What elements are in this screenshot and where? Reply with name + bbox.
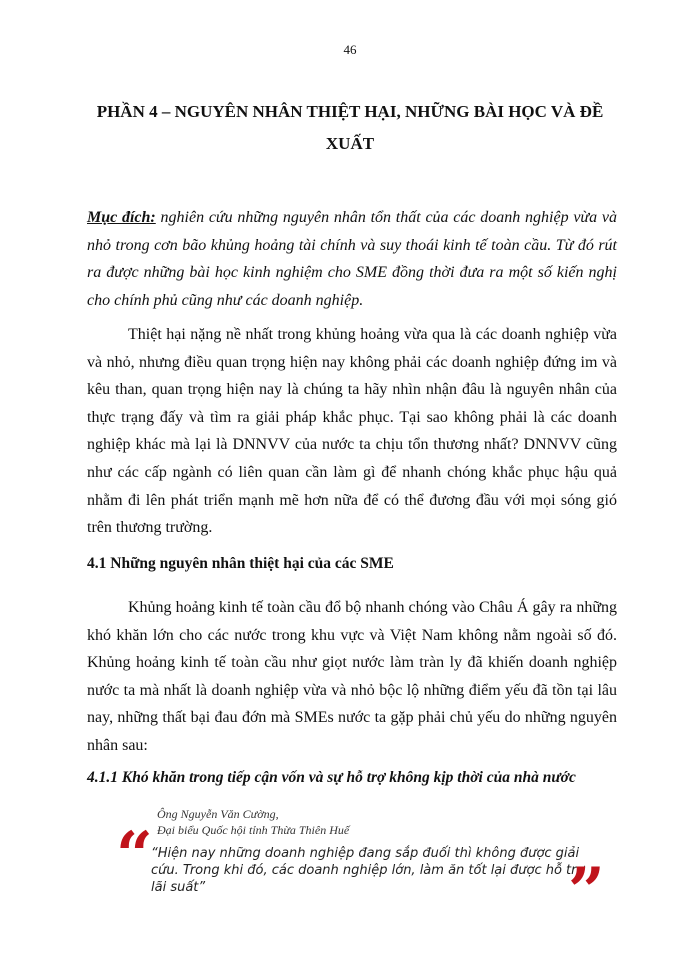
body-paragraph-2: Khủng hoảng kinh tế toàn cầu đổ bộ nhanh chóng vào Châu Á gây ra những khó khăn lớn cho các nước trong khu vực và Việt Nam không nằm ngoài số đó. Khủng hoảng kinh tế toàn cầu như giọt nước làm tràn ly đã khiến doanh nghiệp nước ta mà nhất là doanh nghiệp vừa và nhỏ bộc lộ những điểm yếu đã tồn tại lâu nay, những thất bại đau đớn mà SMEs nước ta gặp phải chủ yếu do những nguyên nhân sau: [87,599,617,754]
speaker-title: Đại biểu Quốc hội tỉnh Thừa Thiên Huế [157,823,350,837]
purpose-text: nghiên cứu những nguyên nhân tổn thất của các doanh nghiệp vừa và nhỏ trong cơn bão khủng hoảng tài chính và suy thoái kinh tế toàn cầu. Từ đó rút ra được những bài học kinh nghiệm cho SME đồng thời đưa ra một số kiến nghị cho chính phủ cũng như các doanh nghiệp. [87,209,618,309]
quote-speaker [157,806,349,838]
quote-text: “Hiện nay những doanh nghiệp đang sắp đuối thì không được giải cứu. Trong khi đó, các doanh nghiệp lớn, làm ăn tốt lại được hỗ trợ lãi suất” [151,846,585,895]
open-quote-icon: “ [116,818,153,893]
purpose-paragraph [87,204,617,314]
body-paragraph-1: Thiệt hại nặng nề nhất trong khủng hoảng vừa qua là các doanh nghiệp vừa và nhỏ, nhưng điều quan trọng hiện nay không phải các doanh nghiệp đứng im và kêu than, quan trọng hiện nay là chúng ta hãy nhìn nhận đâu là nguyên nhân của thực trạng đấy và tìm ra giải pháp khắc phục. Tại sao không phải là các doanh nghiệp khác mà lại là DNNVV của nước ta chịu tổn thương nhất? DNNVV cũng như các cấp ngành có liên quan cần làm gì để nhanh chóng khắc phục hậu quả nhằm đi lên phát triển mạnh mẽ hơn nữa để có thể đương đầu với mọi sóng gió trên thương trường. [87,326,617,537]
section-title-line-2: XUẤT [325,134,375,153]
heading-4-1-1: 4.1.1 Khó khăn trong tiếp cận vốn và sự hỗ trợ không kịp thời của nhà nước [87,769,576,786]
section-title [60,96,640,160]
page-number: 46 [343,42,357,57]
speaker-name: Ông Nguyễn Văn Cường, [157,807,279,821]
section-title-line-1: PHẦN 4 – NGUYÊN NHÂN THIỆT HẠI, NHỮNG BÀI HỌC VÀ ĐỀ [96,102,604,121]
close-quote-icon: ” [568,854,605,929]
heading-4-1: 4.1 Những nguyên nhân thiệt hại của các SME [87,555,394,572]
purpose-label: Mục đích: [87,209,156,226]
